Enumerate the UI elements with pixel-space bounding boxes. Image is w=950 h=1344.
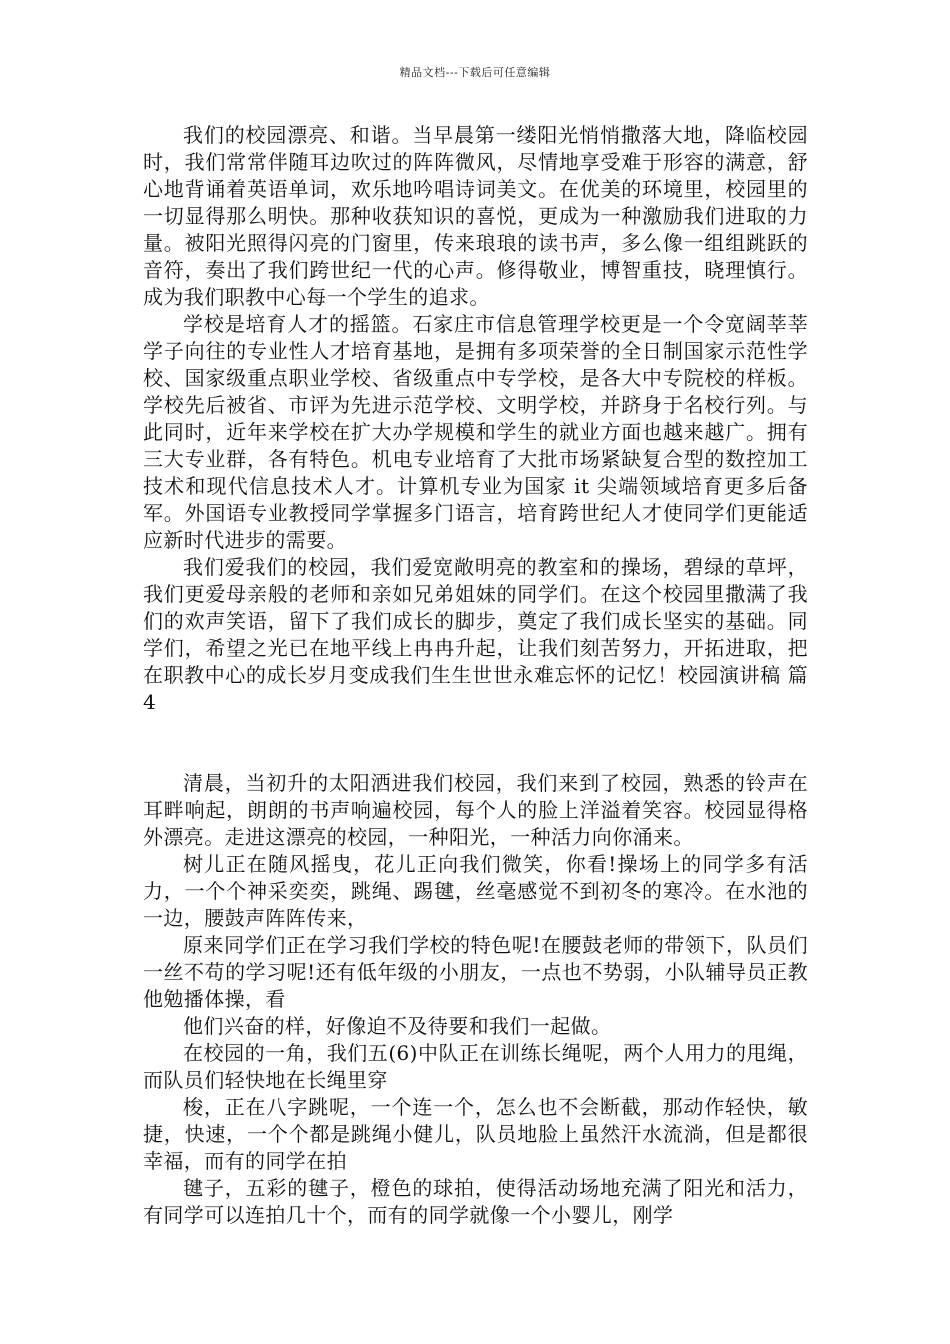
paragraph: 梭，正在八字跳呢，一个连一个，怎么也不会断截，那动作轻快，敏捷，快速，一个个都是跳绳小健儿，队员地脸上虽然汗水流淌，但是都很幸福，而有的同学在拍	[143, 1095, 808, 1173]
paragraph: 我们的校园漂亮、和谐。当早晨第一缕阳光悄悄撒落大地，降临校园时，我们常常伴随耳边吹过的阵阵微风，尽情地享受难于形容的满意，舒心地背诵着英语单词，欢乐地吟唱诗词美文。在优美的环境里，校园里的一切显得那么明快。那种收获知识的喜悦，更成为一种激励我们进取的力量。被阳光照得闪亮的门窗里，传来琅琅的读书声，多么像一组组跳跃的音符，奏出了我们跨世纪一代的心声。修得敬业，博智重技，晓理慎行。成为我们职教中心每一个学生的追求。	[143, 123, 808, 309]
paragraph: 毽子，五彩的毽子，橙色的球拍，使得活动场地充满了阳光和活力，有同学可以连拍几十个，而有的同学就像一个小婴儿，刚学	[143, 1176, 808, 1227]
paragraph: 清晨，当初升的太阳洒进我们校园，我们来到了校园，熟悉的铃声在耳畔响起，朗朗的书声响遍校园，每个人的脸上洋溢着笑容。校园显得格外漂亮。走进这漂亮的校园，一种阳光，一种活力向你涌来。	[143, 771, 808, 849]
paragraph: 原来同学们正在学习我们学校的特色呢!在腰鼓老师的带领下，队员们一丝不苟的学习呢!还有低年级的小朋友，一点也不势弱，小队辅导员正教他勉播体操，看	[143, 933, 808, 1011]
paragraph: 在校园的一角，我们五(6)中队正在训练长绳呢，两个人用力的甩绳，而队员们轻快地在长绳里穿	[143, 1041, 808, 1092]
speech-section-bottom	[143, 770, 808, 1229]
paragraph: 学校是培育人才的摇篮。石家庄市信息管理学校更是一个令宽阔莘莘学子向往的专业性人才培育基地，是拥有多项荣誉的全日制国家示范性学校、国家级重点职业学校、省级重点中专学校，是各大中专院校的样板。学校先后被省、市评为先进示范学校、文明学校，并跻身于名校行列。与此同时，近年来学校在扩大办学规模和学生的就业方面也越来越广。拥有三大专业群，各有特色。机电专业培育了大批市场紧缺复合型的数控加工技术和现代信息技术人才。计算机专业为国家 it 尖端领域培育更多后备军。外国语专业教授同学掌握多门语言，培育跨世纪人才使同学们更能适应新时代进步的需要。	[143, 312, 808, 552]
paragraph: 他们兴奋的样，好像迫不及待要和我们一起做。	[183, 1014, 612, 1038]
page-header: 精品文档---下载后可任意编辑	[399, 66, 551, 79]
speech-section-top	[143, 122, 808, 716]
paragraph: 树儿正在随风摇曳，花儿正向我们微笑，你看!操场上的同学多有活力，一个个神采奕奕，跳绳、踢毽，丝毫感觉不到初冬的寒冷。在水池的一边，腰鼓声阵阵传来，	[143, 852, 808, 930]
paragraph: 我们爱我们的校园，我们爱宽敞明亮的教室和的操场，碧绿的草坪，我们更爱母亲般的老师和亲如兄弟姐妹的同学们。在这个校园里撒满了我们的欢声笑语，留下了我们成长的脚步，奠定了我们成长坚实的基础。同学们，希望之光已在地平线上冉冉升起，让我们刻苦努力，开拓进取，把在职教中心的成长岁月变成我们生生世世永难忘怀的记忆！校园演讲稿 篇 4	[143, 555, 808, 714]
